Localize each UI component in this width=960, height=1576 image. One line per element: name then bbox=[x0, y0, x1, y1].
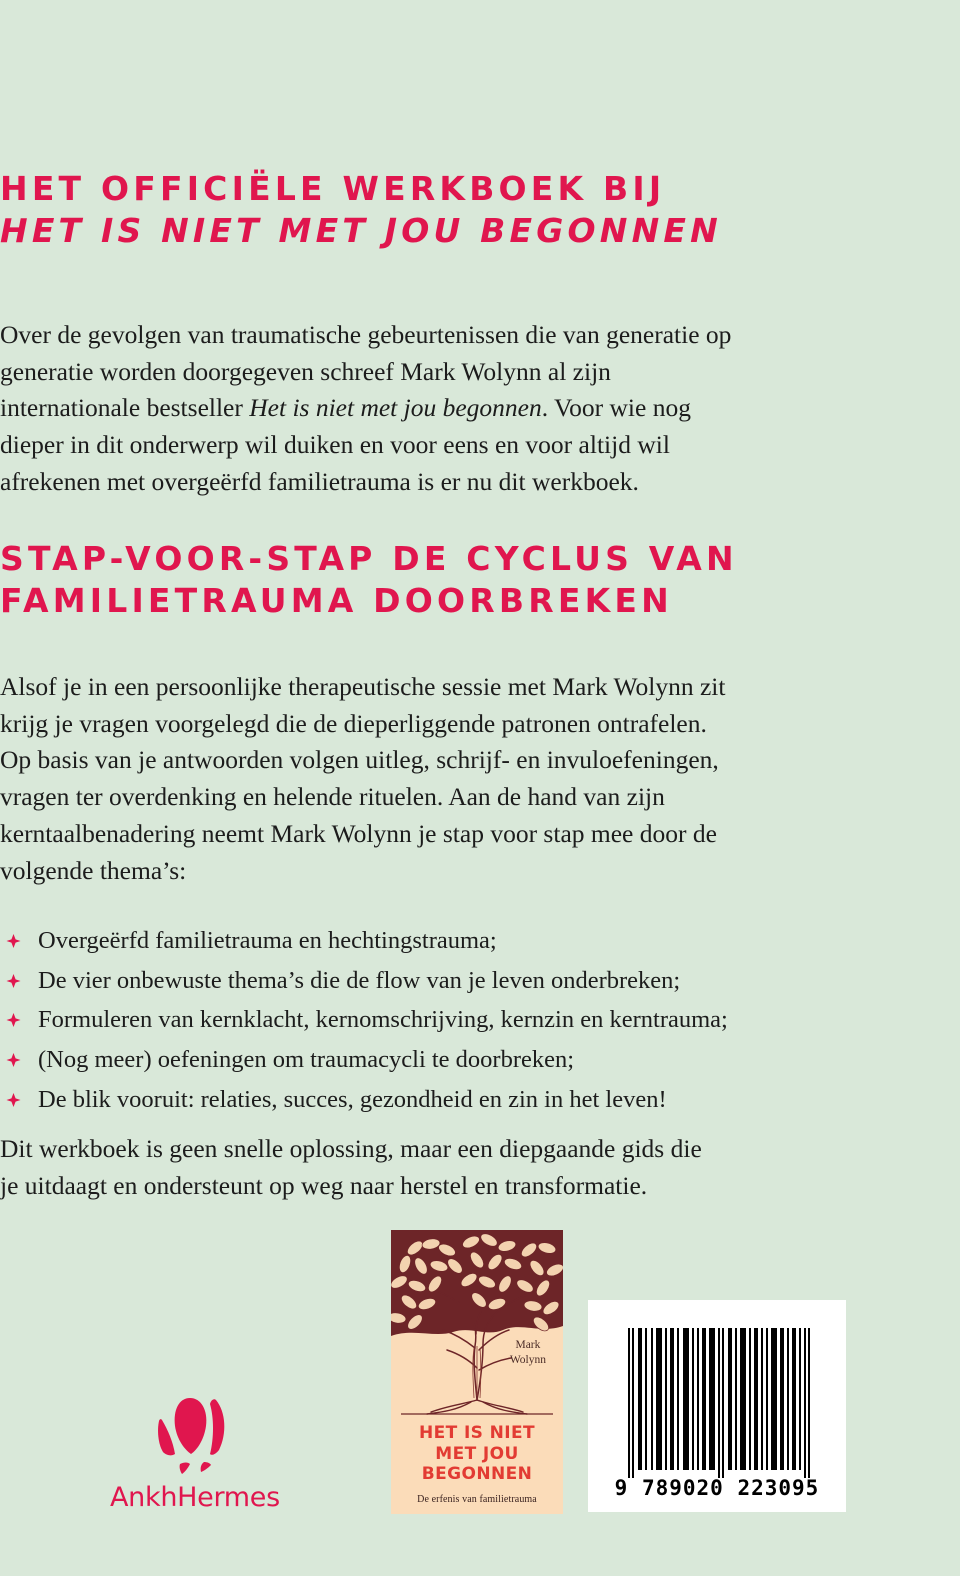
book-cover-author-last: Wolynn bbox=[509, 1353, 546, 1366]
book-cover-author-first: Mark bbox=[515, 1339, 541, 1351]
publisher-name: AnkhHermes bbox=[110, 1482, 280, 1513]
book-cover-thumbnail bbox=[391, 1230, 563, 1514]
barcode-number: 9 789020 223095 bbox=[614, 1476, 820, 1500]
book-cover-title-line-1: HET IS NIET bbox=[418, 1423, 535, 1443]
list-item-label: Overgeërfd familietrauma en hechtingstrauma; bbox=[38, 927, 497, 954]
barcode-bars bbox=[628, 1328, 818, 1478]
diamond-bullet-icon bbox=[6, 1092, 21, 1107]
book-cover-author bbox=[510, 1338, 546, 1367]
list-item bbox=[0, 1080, 760, 1120]
diamond-bullet-icon bbox=[6, 933, 21, 948]
headline-secondary-line-2: FAMILIETRAUMA DOORBREKEN bbox=[0, 581, 673, 621]
publisher-logo bbox=[110, 1392, 290, 1511]
headline-primary bbox=[0, 168, 770, 252]
intro-paragraph-part-1: Over de gevolgen van traumatische gebeurtenissen die van generatie op generatie worden doorgegeven schreef Mark Wolynn al zijn internationale bestseller bbox=[0, 320, 732, 423]
diamond-bullet-icon bbox=[6, 973, 21, 988]
list-item-label: De vier onbewuste thema’s die de flow van je leven onderbreken; bbox=[38, 966, 681, 994]
ean-barcode bbox=[588, 1300, 846, 1512]
list-item bbox=[0, 1040, 760, 1080]
headline-primary-line-1: HET OFFICIËLE WERKBOEK BIJ bbox=[0, 169, 666, 208]
list-item bbox=[0, 1000, 760, 1040]
list-item-label: De blik vooruit: relaties, succes, gezondheid en zin in het leven! bbox=[38, 1085, 667, 1113]
book-cover-title-line-3: BEGONNEN bbox=[421, 1464, 533, 1485]
description-paragraph: Alsof je in een persoonlijke therapeutische sessie met Mark Wolynn zit krijg je vragen voorgelegd die de dieperliggende patronen ontrafelen. Op basis van je antwoorden volgen uitleg, schrijf- en invuloefeningen, vragen ter overdenking en helende rituelen. Aan de hand van zijn kerntaalbenadering neemt Mark Wolynn je stap voor stap mee door de volgende thema’s: bbox=[0, 672, 726, 885]
closing-paragraph: Dit werkboek is geen snelle oplossing, maar een diepgaande gids die je uitdaagt en ondersteunt op weg naar herstel en transformatie. bbox=[0, 1134, 702, 1200]
tree-illustration bbox=[391, 1230, 563, 1426]
list-item bbox=[0, 961, 760, 1001]
themes-list bbox=[0, 921, 760, 1119]
headline-primary-line-2: HET IS NIET MET JOU BEGONNEN bbox=[0, 211, 722, 251]
book-cover-subtitle: De erfenis van familietrauma bbox=[417, 1494, 537, 1505]
intro-paragraph-part-2: . Voor wie nog dieper in dit onderwerp wil duiken en voor eens en voor altijd wil afrekenen met overgeërfd familietrauma is er nu dit werkboek. bbox=[0, 393, 691, 496]
book-cover-title-line-2: MET JOU bbox=[435, 1443, 519, 1464]
diamond-bullet-icon bbox=[6, 1013, 21, 1028]
headline-secondary-line-1: STAP-VOOR-STAP DE CYCLUS VAN bbox=[0, 539, 738, 578]
ankhhermes-mark-icon bbox=[146, 1392, 238, 1480]
headline-secondary bbox=[0, 538, 770, 622]
list-item-label: (Nog meer) oefeningen om traumacycli te doorbreken; bbox=[38, 1046, 575, 1074]
list-item-label: Formuleren van kernklacht, kernomschrijving, kernzin en kerntrauma; bbox=[38, 1006, 728, 1034]
diamond-bullet-icon bbox=[6, 1052, 21, 1067]
referenced-book-title: Het is niet met jou begonnen bbox=[249, 393, 542, 423]
intro-paragraph bbox=[0, 317, 752, 501]
book-cover-title bbox=[391, 1423, 563, 1485]
list-item bbox=[0, 921, 760, 961]
